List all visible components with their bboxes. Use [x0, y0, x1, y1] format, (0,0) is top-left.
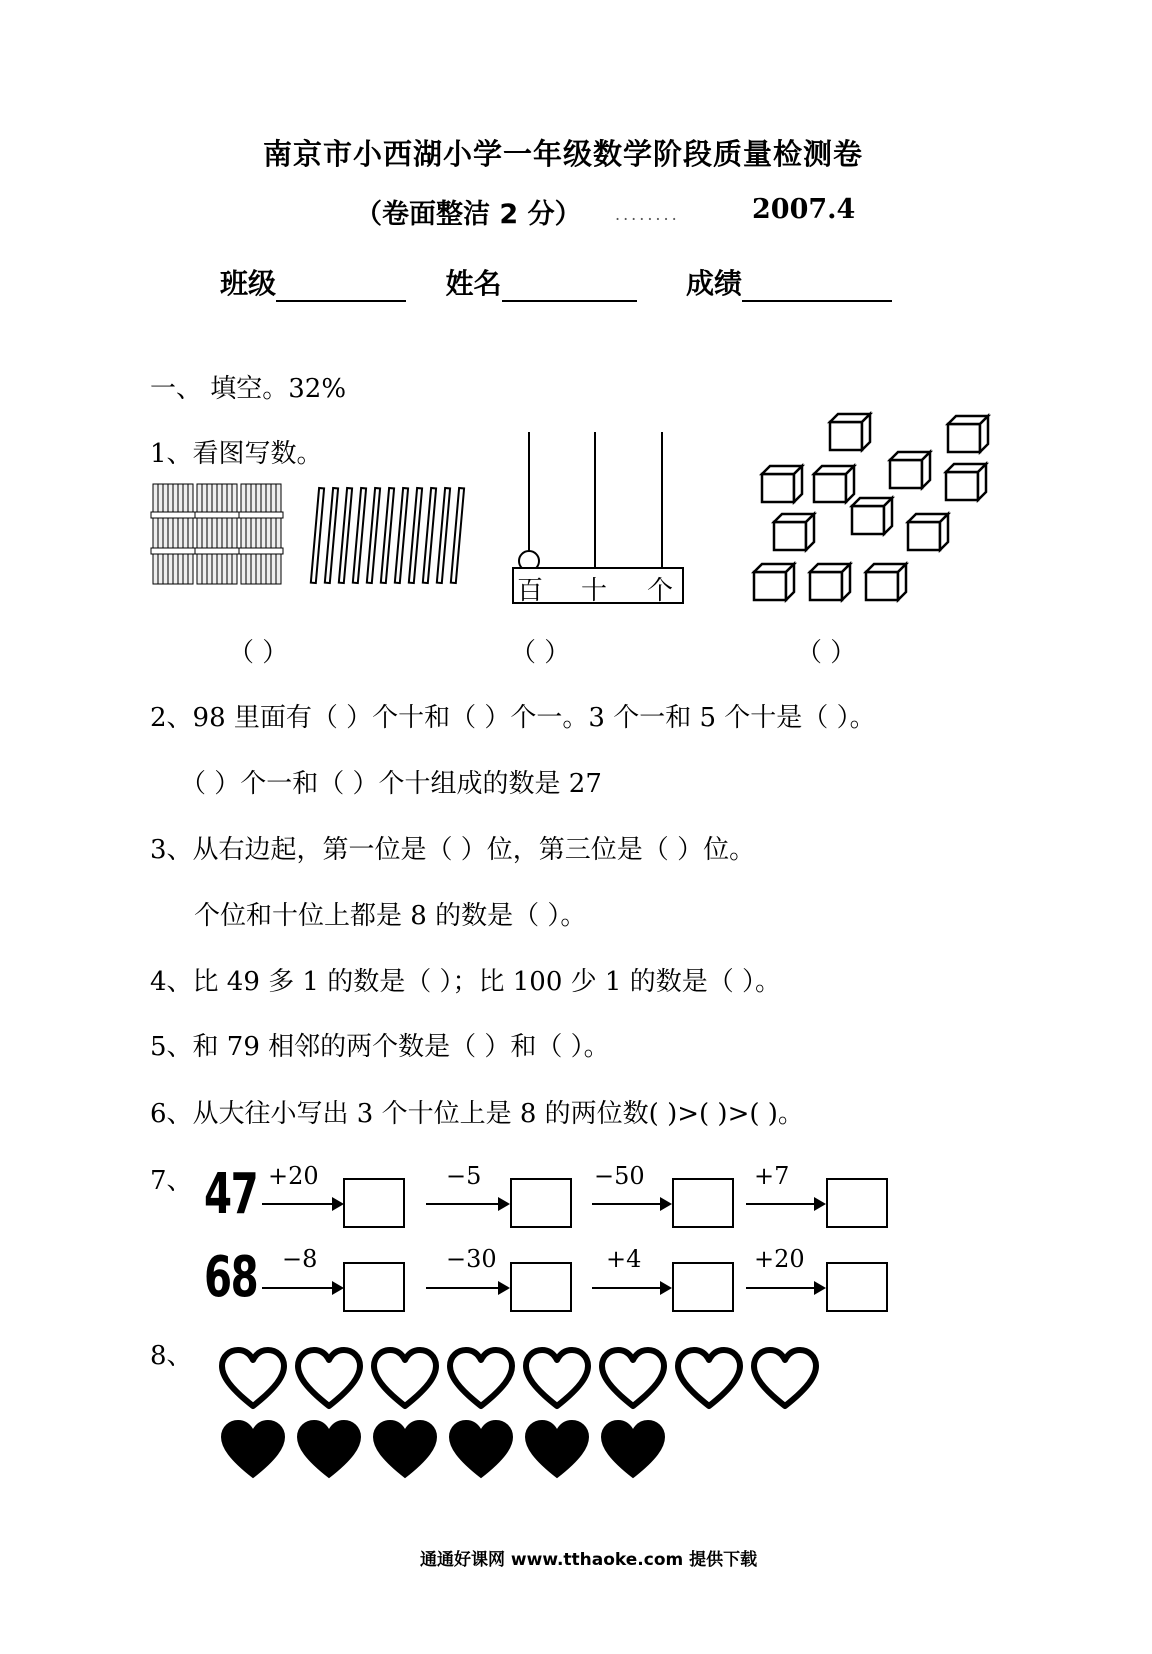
hollow-heart-icon — [450, 1350, 512, 1406]
q3-line2: 个位和十位上都是 8 的数是（ ）。 — [194, 901, 587, 931]
q7-row1-answer-box-3[interactable] — [672, 1178, 734, 1228]
q6-text: 6、从大往小写出 3 个十位上是 8 的两位数( )>( )>( )。 — [150, 1099, 804, 1129]
cube-icon — [754, 564, 794, 600]
q7-row1-op2: −5 — [446, 1162, 482, 1190]
filled-heart-icon — [298, 1421, 360, 1477]
stick-bundles-figure — [145, 480, 475, 595]
cube-icon — [948, 416, 988, 452]
q7-row2-op2: −30 — [446, 1245, 497, 1273]
arrow-icon — [592, 1287, 670, 1289]
q7-row1-answer-box-2[interactable] — [510, 1178, 572, 1228]
cube-icon — [852, 498, 892, 534]
cube-icon — [890, 452, 930, 488]
cube-icon — [946, 464, 986, 500]
neatness-note: （卷面整洁 2 分） — [355, 199, 582, 230]
arrow-icon — [746, 1287, 824, 1289]
section-heading: 一、 填空。32% — [150, 374, 347, 404]
single-sticks-icon — [311, 488, 464, 583]
hollow-heart-icon — [602, 1350, 664, 1406]
q7-row2-answer-box-4[interactable] — [826, 1262, 888, 1312]
name-label: 姓名 — [445, 267, 502, 300]
q2-line2: （ ）个一和（ ）个十组成的数是 27 — [180, 769, 602, 799]
filled-hearts-row — [222, 1421, 664, 1477]
cube-icon — [762, 466, 802, 502]
page-title: 南京市小西湖小学一年级数学阶段质量检测卷 — [263, 137, 864, 171]
dotted-leader: ........ — [615, 205, 680, 224]
q1-answer-1[interactable]: （ ） — [228, 638, 289, 668]
q3-line1: 3、从右边起，第一位是（ ）位，第三位是（ ）位。 — [150, 835, 756, 865]
score-field[interactable] — [742, 272, 892, 302]
q7-row2-op4: +20 — [754, 1245, 805, 1273]
q4-text: 4、比 49 多 1 的数是（ ）；比 100 少 1 的数是（ ）。 — [150, 967, 781, 997]
q7-row2-start-number: 68 — [204, 1245, 258, 1310]
cube-icon — [830, 414, 870, 450]
student-info-row — [220, 262, 892, 302]
hollow-heart-icon — [754, 1350, 816, 1406]
hearts-figure — [218, 1345, 838, 1485]
q2-line1: 2、98 里面有（ ）个十和（ ）个一。3 个一和 5 个十是（ ）。 — [150, 703, 876, 733]
q7-row2-answer-box-1[interactable] — [343, 1262, 405, 1312]
arrow-icon — [426, 1203, 508, 1205]
q7-row2-answer-box-2[interactable] — [510, 1262, 572, 1312]
arrow-icon — [262, 1203, 342, 1205]
stick-bundle-icon — [151, 484, 283, 584]
exam-date: 2007.4 — [752, 194, 856, 225]
q8-label: 8、 — [150, 1341, 193, 1371]
class-label: 班级 — [220, 267, 277, 300]
q7-row1-answer-box-4[interactable] — [826, 1178, 888, 1228]
arrow-icon — [262, 1287, 342, 1289]
arrow-icon — [746, 1203, 824, 1205]
hollow-heart-icon — [374, 1350, 436, 1406]
filled-heart-icon — [374, 1421, 436, 1477]
arrow-icon — [426, 1287, 508, 1289]
hollow-hearts-row — [222, 1350, 816, 1406]
q7-label: 7、 — [150, 1166, 193, 1196]
score-label: 成绩 — [686, 267, 743, 300]
abacus-hundreds-label: 百 — [517, 576, 544, 606]
q7-row2-op3: +4 — [606, 1245, 642, 1273]
q7-row2-answer-box-3[interactable] — [672, 1262, 734, 1312]
hollow-heart-icon — [526, 1350, 588, 1406]
footer-credit: 通通好课网 www.tthaoke.com 提供下载 — [420, 1550, 758, 1570]
q1-text: 1、看图写数。 — [150, 439, 323, 469]
q7-row1-op4: +7 — [754, 1162, 790, 1190]
hollow-heart-icon — [222, 1350, 284, 1406]
class-field[interactable] — [276, 272, 406, 302]
q7-row1-answer-box-1[interactable] — [343, 1178, 405, 1228]
q7-row1-op3: −50 — [594, 1162, 645, 1190]
q5-text: 5、和 79 相邻的两个数是（ ）和（ ）。 — [150, 1032, 610, 1062]
abacus-ones-label: 个 — [647, 576, 674, 606]
q7-row1-start-number: 47 — [204, 1162, 258, 1227]
hollow-heart-icon — [678, 1350, 740, 1406]
filled-heart-icon — [526, 1421, 588, 1477]
hollow-heart-icon — [298, 1350, 360, 1406]
cube-icon — [774, 514, 814, 550]
q1-answer-2[interactable]: （ ） — [510, 638, 571, 668]
cube-icon — [810, 564, 850, 600]
cube-icon — [908, 514, 948, 550]
filled-heart-icon — [222, 1421, 284, 1477]
name-field[interactable] — [502, 272, 637, 302]
q1-answer-3[interactable]: （ ） — [796, 638, 857, 668]
cubes-figure — [750, 410, 1000, 605]
arrow-icon — [592, 1203, 670, 1205]
q7-row2-op1: −8 — [282, 1245, 318, 1273]
filled-heart-icon — [450, 1421, 512, 1477]
filled-heart-icon — [602, 1421, 664, 1477]
cube-icon — [814, 466, 854, 502]
abacus-figure — [505, 430, 685, 605]
abacus-tens-label: 十 — [581, 576, 608, 606]
q7-row1-op1: +20 — [268, 1162, 319, 1190]
cube-icon — [866, 564, 906, 600]
